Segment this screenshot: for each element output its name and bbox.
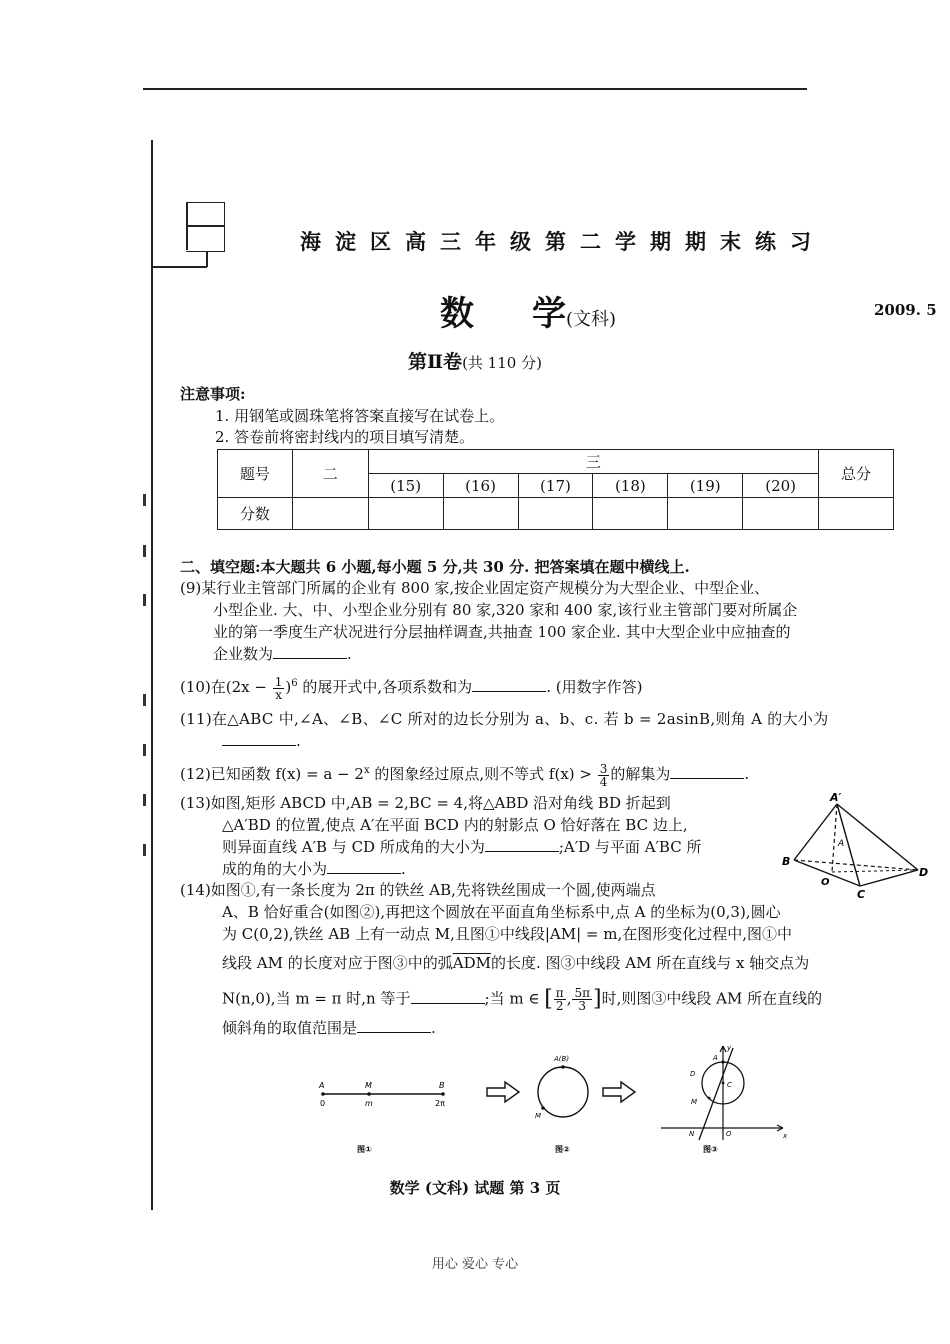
q14-text: ;当 m ∈ (484, 989, 540, 1008)
label-N: N (689, 1130, 695, 1138)
q10-text-a: (10)在(2x − (180, 678, 267, 696)
exponent: 6 (291, 678, 298, 689)
q13-text: ;A′D 与平面 A′BC 所 (558, 838, 702, 856)
label-m: m (365, 1099, 373, 1108)
answer-blank[interactable] (222, 731, 296, 746)
label-D: D (919, 866, 929, 879)
score-cell[interactable] (593, 498, 668, 530)
margin-tick (143, 594, 146, 606)
q14-line (222, 952, 809, 974)
arc-ADM: $\overline{ADM}$ (452, 954, 491, 972)
part-heading (0, 347, 950, 374)
seal-box-hook (153, 266, 207, 268)
numerator: 3 (599, 761, 608, 776)
score-cell[interactable] (518, 498, 593, 530)
fraction (598, 763, 610, 788)
answer-blank[interactable] (411, 989, 485, 1004)
label-A: A (838, 839, 845, 849)
q10-text-d: . (用数字作答) (546, 678, 643, 696)
q14-text: 的长度. 图③中线段 AM 所在直线与 x 轴交点为 (490, 954, 810, 972)
point-M (541, 1106, 545, 1110)
part-label: 第Ⅱ卷 (408, 351, 463, 373)
q9-line: 企业数为 . (213, 645, 352, 663)
margin-tick (143, 694, 146, 706)
q14-line: 倾斜角的取值范围是 . (222, 1019, 436, 1037)
q14-line: A、B 恰好重合(如图②),再把这个圆放在平面直角坐标系中,点 A 的坐标为(0,3),圆心 (222, 903, 781, 921)
label-y: y (727, 1044, 732, 1052)
label-C: C (857, 888, 866, 900)
q10 (180, 673, 642, 701)
q9-line: 业的第一季度生产状况进行分层抽样调查,共抽查 100 家企业. 其中大型企业中应抽查的 (213, 623, 791, 641)
q14-line: N(n,0),当 m = π 时,n 等于 ;当 m ∈ [ $\frac{\pi}{2}$ , $\frac{5\pi}{3}$ ]时,则图③中线段 AM 所在直线的 (222, 986, 823, 1013)
q14-text: 时,则图③中线段 AM 所在直线的 (601, 989, 823, 1008)
score-cell[interactable] (819, 498, 894, 530)
q12-text-a: (12)已知函数 f(x) = a − 2 (180, 765, 364, 783)
label-M: M (535, 1112, 542, 1120)
segment-OD (832, 870, 918, 872)
label-B: B (439, 1081, 445, 1090)
notice-heading: 注意事项: (180, 385, 246, 403)
q13-line: (13)如图,矩形 ABCD 中,AB = 2,BC = 4,将△ABD 沿对角线 BD 折起到 (180, 794, 671, 812)
answer-blank[interactable] (472, 677, 546, 692)
q9-line: 小型企业. 大、中、小型企业分别有 80 家,320 家和 400 家,该行业主管部门要对所属企 (213, 601, 798, 619)
denominator: x (275, 687, 282, 702)
point-B (441, 1092, 445, 1096)
point-AB (561, 1065, 565, 1069)
answer-blank[interactable] (327, 859, 401, 874)
answer-blank[interactable] (357, 1018, 431, 1033)
fraction (572, 987, 592, 1012)
q11-line: . (222, 730, 301, 752)
height-AO (832, 804, 837, 872)
q10-text-b: ) (285, 678, 292, 696)
subject-heading (440, 286, 616, 335)
point-M (367, 1092, 371, 1096)
point-A (721, 1060, 724, 1063)
seal-box-connector (206, 252, 208, 267)
score-cell[interactable] (668, 498, 743, 530)
question-header: (16) (443, 474, 518, 498)
label-A: A (713, 1054, 718, 1062)
score-cell[interactable] (292, 498, 368, 530)
q13-text: 则异面直线 A′B 与 CD 所成角的大小为 (222, 838, 485, 856)
numerator: 5π (574, 986, 590, 1000)
denominator: 4 (599, 774, 608, 789)
margin-tick (143, 545, 146, 557)
label-AB: A(B) (554, 1055, 570, 1063)
caption-fig3: 图③ (703, 1145, 718, 1154)
question-header: (20) (743, 474, 819, 498)
question-header: (17) (518, 474, 593, 498)
exam-date: 2009. 5 (874, 301, 937, 319)
q13-line: 成的角的大小为 . (222, 860, 406, 878)
exam-title: 海淀区高三年级第二学期期末练习 (300, 229, 825, 254)
q13-line: △A′BD 的位置,使点 A′在平面 BCD 内的射影点 O 恰好落在 BC 边上, (222, 816, 688, 834)
question-header: (19) (668, 474, 743, 498)
margin-tick (143, 794, 146, 806)
q9-line: (9)某行业主管部门所属的企业有 800 家,按企业固定资产规模分为大型企业、中型企业、 (180, 579, 770, 597)
q12-text-b: 的图象经过原点,则不等式 f(x) > (369, 765, 592, 783)
label-O: O (726, 1130, 732, 1138)
fraction (273, 676, 285, 701)
subject-char-2: 学 (532, 294, 566, 334)
denominator: 2 (555, 999, 564, 1013)
notice-item: 2. 答卷前将密封线内的项目填写清楚。 (215, 428, 475, 446)
denominator: 3 (578, 999, 587, 1013)
part-points: (共 110 分) (462, 354, 542, 372)
score-cell[interactable] (443, 498, 518, 530)
subject-char-1: 数 (440, 294, 474, 334)
q9-text: 企业数为 (213, 645, 274, 663)
margin-tick (143, 494, 146, 506)
point-M (708, 1097, 711, 1100)
q12: (12)已知函数 $f(x) = a - 2^x$ 的图象经过原点,则不等式 f(x) > $\frac{3}{4}$ 的解集为 . (180, 761, 750, 789)
score-table (217, 449, 894, 530)
label-C: C (727, 1081, 732, 1089)
label-zero: 0 (320, 1099, 326, 1108)
q14-line: (14)如图①,有一条长度为 2π 的铁丝 AB,先将铁丝围成一个圆,使两端点 (180, 881, 656, 899)
label-O: O (821, 877, 830, 888)
q14-text: N(n,0),当 m = π 时,n 等于 (222, 989, 411, 1008)
question-header: (15) (368, 474, 443, 498)
score-cell[interactable] (368, 498, 443, 530)
seal-box (186, 202, 225, 252)
edge-AB (794, 804, 837, 860)
label-2pi: 2π (435, 1099, 445, 1108)
wire-figures (305, 1040, 805, 1160)
question-header: (18) (593, 474, 668, 498)
label-A-prime: A′ (830, 791, 842, 804)
label-M: M (365, 1081, 372, 1090)
numerator: 1 (274, 674, 283, 689)
point-A (321, 1092, 325, 1096)
wire-circle (538, 1067, 588, 1117)
subject-kind: (文科) (566, 309, 617, 330)
answer-blank[interactable] (485, 837, 559, 852)
q12-text-c: 的解集为 (610, 765, 671, 783)
section-heading: 二、填空题:本大题共 6 小题,每小题 5 分,共 30 分. 把答案填在题中横线上. (180, 558, 690, 576)
caption-fig2: 图② (555, 1145, 570, 1154)
q14-text: 倾斜角的取值范围是 (222, 1019, 358, 1037)
pyramid-figure (780, 790, 930, 900)
motto: 用心 爱心 专心 (431, 1257, 519, 1272)
notice-item: 1. 用钢笔或圆珠笔将答案直接写在试卷上。 (215, 407, 505, 425)
edge-BD (794, 860, 918, 870)
binding-margin-line (151, 140, 153, 1210)
q13-text: 成的角的大小为 (222, 860, 328, 878)
fraction (554, 987, 566, 1012)
edge-CD (860, 870, 918, 886)
caption-fig1: 图① (357, 1145, 372, 1154)
q14-line: 为 C(0,2),铁丝 AB 上有一动点 M,且图①中线段|AM| = m,在图形变化过程中,图①中 (222, 925, 793, 943)
label-M: M (691, 1098, 698, 1106)
label-A: A (319, 1081, 325, 1090)
part2-header: 二 (292, 450, 368, 498)
label-x: x (783, 1132, 788, 1140)
part3-header: 三 (368, 450, 818, 474)
total-header: 总分 (819, 450, 894, 498)
score-cell[interactable] (743, 498, 819, 530)
numerator: π (555, 986, 564, 1000)
q13-line (222, 836, 701, 858)
top-rule (143, 88, 807, 90)
q11-line: (11)在△ABC 中,∠A、∠B、∠C 所对的边长分别为 a、b、c. 若 b = 2asinB,则角 A 的大小为 (180, 710, 829, 728)
label-B: B (782, 855, 791, 868)
q14-text: 线段 AM 的长度对应于图③中的弧 (222, 954, 453, 972)
margin-tick (143, 844, 146, 856)
arrow-right-icon (487, 1082, 519, 1102)
margin-tick (143, 744, 146, 756)
edge-AD (837, 804, 918, 870)
point-C (722, 1082, 725, 1085)
col-label: 题号 (218, 450, 293, 498)
q10-text-c: 的展开式中,各项系数和为 (297, 678, 473, 696)
label-D: D (690, 1070, 696, 1078)
answer-blank[interactable] (670, 764, 744, 779)
answer-blank[interactable] (273, 644, 347, 659)
score-row-label: 分数 (218, 498, 293, 530)
page-footer: 数学 (文科) 试题 第 3 页 (389, 1179, 561, 1197)
exponent: x (363, 765, 370, 776)
arrow-right-icon (603, 1082, 635, 1102)
